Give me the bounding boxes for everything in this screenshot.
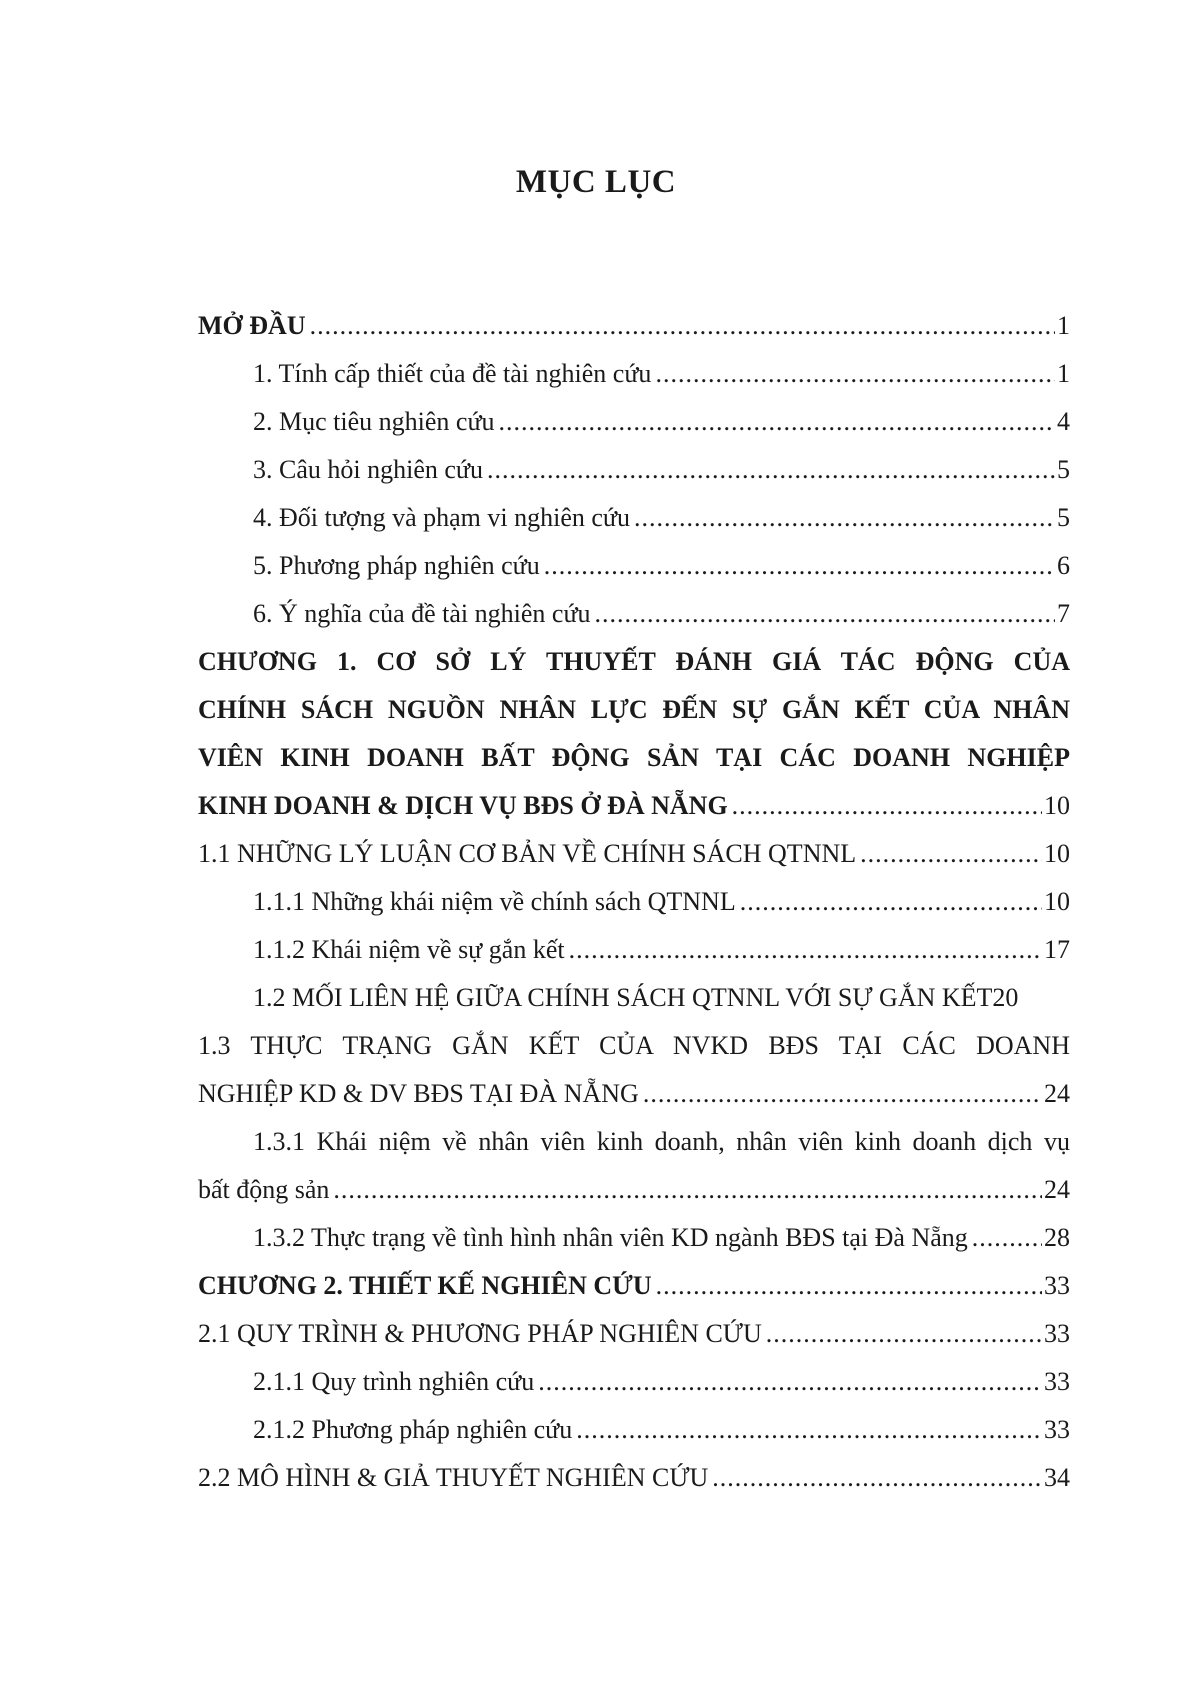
dot-leader: [333, 1166, 1042, 1214]
toc-entry-label: 6. Ý nghĩa của đề tài nghiên cứu: [253, 599, 591, 628]
toc-entry-line: 1.3 THỰC TRẠNG GẮN KẾT CỦA NVKD BĐS TẠI CÁC DOANH: [198, 1031, 1070, 1060]
toc-entry-label: 2. Mục tiêu nghiên cứu: [253, 407, 495, 436]
toc-entry-1-3-1[interactable]: [198, 1118, 1070, 1214]
toc-entry-label: KINH DOANH & DỊCH VỤ BĐS Ở ĐÀ NẴNG: [198, 791, 728, 820]
toc-page-number: 5: [1057, 503, 1070, 532]
toc-entry-label: MỞ ĐẦU: [198, 311, 306, 340]
table-of-contents: [198, 302, 1070, 1502]
dot-leader: [732, 782, 1042, 830]
toc-entry-label: 1.1.2 Khái niệm về sự gắn kết: [253, 935, 565, 964]
toc-page-number: 1: [1057, 311, 1070, 340]
toc-page-number: 5: [1057, 455, 1070, 484]
toc-entry-1-3-2[interactable]: [198, 1214, 1070, 1262]
toc-entry-label: 3. Câu hỏi nghiên cứu: [253, 455, 484, 484]
toc-page-number: 33: [1044, 1319, 1070, 1348]
toc-entry-label: 2.1.2 Phương pháp nghiên cứu: [253, 1415, 573, 1444]
toc-entry-line: VIÊN KINH DOANH BẤT ĐỘNG SẢN TẠI CÁC DOANH NGHIỆP: [198, 743, 1070, 772]
toc-entry-1-2[interactable]: [198, 974, 1070, 1022]
toc-page-number: 10: [1044, 887, 1070, 916]
dot-leader: [972, 1214, 1042, 1262]
toc-entry-label: 2.1 QUY TRÌNH & PHƯƠNG PHÁP NGHIÊN CỨU: [198, 1319, 762, 1348]
toc-entry-2-1-1[interactable]: [198, 1358, 1070, 1406]
toc-entry-line: CHƯƠNG 1. CƠ SỞ LÝ THUYẾT ĐÁNH GIÁ TÁC ĐỘNG CỦA: [198, 647, 1070, 676]
dot-leader: [544, 542, 1055, 590]
toc-page-number: 4: [1057, 407, 1070, 436]
toc-entry-label: 1.2 MỐI LIÊN HỆ GIỮA CHÍNH SÁCH QTNNL VỚI SỰ GẮN KẾT20: [253, 983, 1019, 1012]
toc-page-number: 1: [1057, 359, 1070, 388]
toc-entry-2-1-2[interactable]: [198, 1406, 1070, 1454]
toc-entry-label: 1.3.2 Thực trạng về tình hình nhân viên KD ngành BĐS tại Đà Nẵng: [253, 1223, 968, 1252]
toc-entry-2[interactable]: [198, 398, 1070, 446]
toc-entry-label: bất động sản: [198, 1175, 330, 1204]
toc-entry-label: 5. Phương pháp nghiên cứu: [253, 551, 540, 580]
toc-page-number: 17: [1044, 935, 1070, 964]
dot-leader: [656, 1262, 1042, 1310]
dot-leader: [310, 302, 1055, 350]
toc-entry-chapter-1[interactable]: [198, 638, 1070, 830]
dot-leader: [569, 926, 1042, 974]
toc-entry-chapter-2[interactable]: [198, 1262, 1070, 1310]
toc-entry-6[interactable]: [198, 590, 1070, 638]
toc-entry-3[interactable]: [198, 446, 1070, 494]
dot-leader: [487, 446, 1055, 494]
toc-entry-line: CHÍNH SÁCH NGUỒN NHÂN LỰC ĐẾN SỰ GẮN KẾT CỦA NHÂN: [198, 695, 1070, 724]
toc-entry-1-3[interactable]: [198, 1022, 1070, 1118]
toc-page-number: 24: [1044, 1079, 1070, 1108]
dot-leader: [634, 494, 1055, 542]
toc-entry-4[interactable]: [198, 494, 1070, 542]
toc-entry-label: 1.1.1 Những khái niệm về chính sách QTNNL: [253, 887, 736, 916]
dot-leader: [499, 398, 1055, 446]
dot-leader: [643, 1070, 1042, 1118]
toc-entry-label: 2.1.1 Quy trình nghiên cứu: [253, 1367, 535, 1396]
toc-entry-5[interactable]: [198, 542, 1070, 590]
toc-page-number: 10: [1044, 839, 1070, 868]
dot-leader: [712, 1454, 1042, 1502]
dot-leader: [766, 1310, 1042, 1358]
toc-entry-1-1[interactable]: [198, 830, 1070, 878]
toc-entry-label: 1. Tính cấp thiết của đề tài nghiên cứu: [253, 359, 652, 388]
toc-entry-1-1-2[interactable]: [198, 926, 1070, 974]
dot-leader: [538, 1358, 1042, 1406]
toc-entry-label: CHƯƠNG 2. THIẾT KẾ NGHIÊN CỨU: [198, 1271, 652, 1300]
toc-page-number: 33: [1044, 1367, 1070, 1396]
toc-entry-mo-dau[interactable]: [198, 302, 1070, 350]
toc-entry-label: 1.1 NHỮNG LÝ LUẬN CƠ BẢN VỀ CHÍNH SÁCH QTNNL: [198, 839, 857, 868]
toc-page-number: 6: [1057, 551, 1070, 580]
toc-entry-label: 2.2 MÔ HÌNH & GIẢ THUYẾT NGHIÊN CỨU: [198, 1463, 709, 1492]
toc-entry-1-1-1[interactable]: [198, 878, 1070, 926]
toc-entry-2-1[interactable]: [198, 1310, 1070, 1358]
page-title: MỤC LỤC: [515, 164, 677, 200]
dot-leader: [655, 350, 1055, 398]
toc-page-number: 33: [1044, 1271, 1070, 1300]
toc-entry-label: 4. Đối tượng và phạm vi nghiên cứu: [253, 503, 630, 532]
dot-leader: [860, 830, 1042, 878]
dot-leader: [740, 878, 1042, 926]
toc-page-number: 10: [1044, 791, 1070, 820]
toc-entry-2-2[interactable]: [198, 1454, 1070, 1502]
toc-entry-label: NGHIỆP KD & DV BĐS TẠI ĐÀ NẴNG: [198, 1079, 639, 1108]
dot-leader: [576, 1406, 1042, 1454]
toc-entry-line: 1.3.1 Khái niệm về nhân viên kinh doanh, nhân viên kinh doanh dịch vụ: [253, 1127, 1070, 1156]
dot-leader: [595, 590, 1055, 638]
toc-page-number: 24: [1044, 1175, 1070, 1204]
toc-page-number: 28: [1044, 1223, 1070, 1252]
toc-entry-1[interactable]: [198, 350, 1070, 398]
toc-page-number: 33: [1044, 1415, 1070, 1444]
toc-page-number: 7: [1057, 599, 1070, 628]
toc-page-number: 34: [1044, 1463, 1070, 1492]
